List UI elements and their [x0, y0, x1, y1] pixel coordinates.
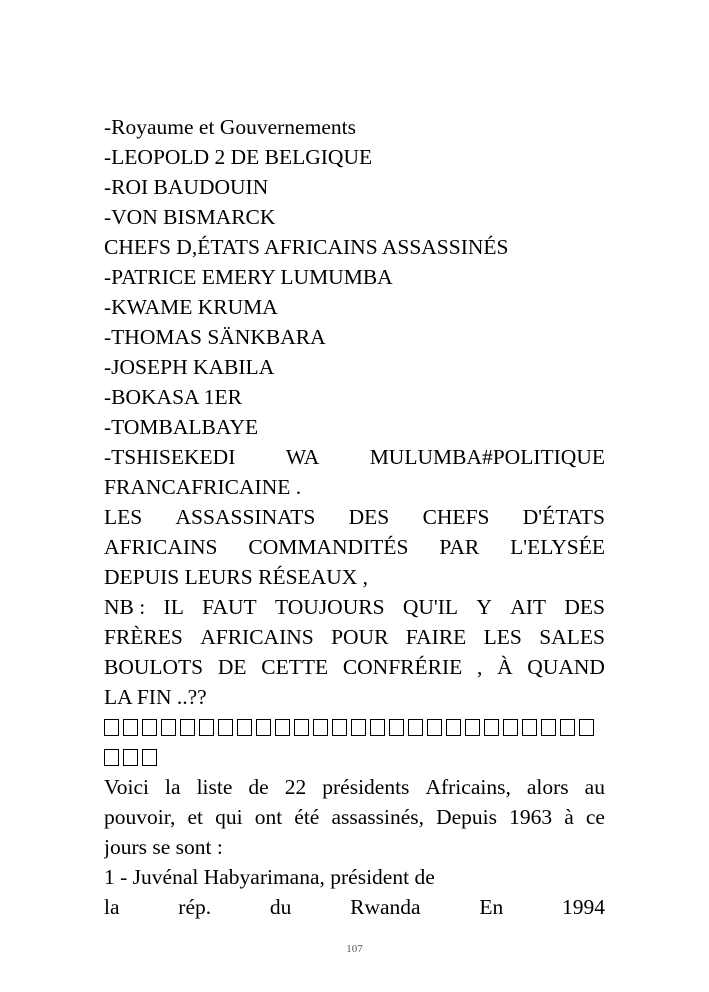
text-line: -TOMBALBAYE [104, 415, 259, 439]
justified-line [104, 532, 605, 562]
word: QUAND [527, 655, 605, 679]
word: CONFRÉRIE [342, 655, 463, 679]
word: FAUT [202, 595, 257, 619]
missing-glyph-box [142, 749, 157, 766]
word: la [165, 775, 181, 799]
word: au [584, 775, 605, 799]
missing-glyph-box [465, 719, 480, 736]
text-line: -VON BISMARCK [104, 205, 276, 229]
word: COMMANDITÉS [248, 535, 409, 559]
text-line: -JOSEPH KABILA [104, 355, 275, 379]
word: AIT [510, 595, 547, 619]
text-line: DEPUIS LEURS RÉSEAUX , [104, 565, 368, 589]
word: LES [483, 625, 522, 649]
word: AFRICAINS [104, 535, 218, 559]
word: QU'IL [402, 595, 459, 619]
word: présidents [322, 775, 410, 799]
word: AFRICAINS [200, 625, 314, 649]
justified-line [104, 802, 605, 832]
word: BOULOTS [104, 655, 204, 679]
missing-glyph-box [541, 719, 556, 736]
word: SALES [539, 625, 605, 649]
document-page [104, 112, 605, 922]
word: -TSHISEKEDI [104, 445, 236, 469]
word: la [104, 895, 120, 919]
word: Y [476, 595, 492, 619]
justified-line [104, 772, 605, 802]
word: POUR [331, 625, 389, 649]
word: Rwanda [350, 895, 421, 919]
word: ASSASSINATS [175, 505, 316, 529]
missing-glyph-box [123, 719, 138, 736]
word: 22 [284, 775, 307, 799]
missing-glyph-box [313, 719, 328, 736]
missing-glyph-box [484, 719, 499, 736]
missing-glyph-box [123, 749, 138, 766]
word: CETTE [261, 655, 329, 679]
missing-glyph-box [237, 719, 252, 736]
word: assassinés, [331, 805, 424, 829]
word: FRÈRES [104, 625, 183, 649]
justified-line [104, 622, 605, 652]
missing-glyph-box [370, 719, 385, 736]
text-line: -LEOPOLD 2 DE BELGIQUE [104, 145, 373, 169]
text-line: jours se sont : [104, 835, 223, 859]
justified-line [104, 592, 605, 622]
text-line: -KWAME KRUMA [104, 295, 278, 319]
word: rép. [178, 895, 212, 919]
word: alors [526, 775, 569, 799]
justified-line [104, 892, 605, 922]
word: LES [104, 505, 143, 529]
missing-glyph-box [294, 719, 309, 736]
text-line: FRANCAFRICAINE . [104, 475, 302, 499]
missing-glyph-box [427, 719, 442, 736]
justified-line [104, 502, 605, 532]
justified-line [104, 652, 605, 682]
heading-line: CHEFS D,ÉTATS AFRICAINS ASSASSINÉS [104, 235, 509, 259]
missing-glyph-box [522, 719, 537, 736]
word: à [564, 805, 574, 829]
word: En [479, 895, 504, 919]
word: DE [217, 655, 247, 679]
word: D'ÉTATS [522, 505, 605, 529]
missing-glyph-box [180, 719, 195, 736]
word: DES [564, 595, 605, 619]
word: été [294, 805, 320, 829]
missing-glyph-box [104, 749, 119, 766]
missing-glyph-box [199, 719, 214, 736]
word: 1994 [561, 895, 605, 919]
missing-glyph-box [579, 719, 594, 736]
word: , [476, 655, 483, 679]
word: TOUJOURS [275, 595, 385, 619]
word: À [497, 655, 513, 679]
text-line: 1 - Juvénal Habyarimana, président de [104, 865, 435, 889]
word: IL [163, 595, 184, 619]
word: WA [285, 445, 320, 469]
word: FAIRE [405, 625, 467, 649]
missing-glyph-box [332, 719, 347, 736]
text-line: -ROI BAUDOUIN [104, 175, 269, 199]
word: PAR [439, 535, 480, 559]
missing-glyph-box [161, 719, 176, 736]
missing-glyph-box [389, 719, 404, 736]
missing-glyph-box [503, 719, 518, 736]
word: L'ELYSÉE [510, 535, 605, 559]
word: de [248, 775, 269, 799]
missing-glyph-box [256, 719, 271, 736]
text-line: LA FIN ..?? [104, 685, 207, 709]
word: Africains, [425, 775, 511, 799]
word: et [187, 805, 204, 829]
word: ont [254, 805, 283, 829]
word: liste [196, 775, 233, 799]
word: pouvoir, [104, 805, 176, 829]
word: ce [585, 805, 605, 829]
missing-glyph-box [560, 719, 575, 736]
missing-glyph-row [104, 742, 605, 772]
word: Depuis [436, 805, 498, 829]
word: CHEFS [422, 505, 490, 529]
missing-glyph-box [275, 719, 290, 736]
missing-glyph-box [218, 719, 233, 736]
missing-glyph-box [351, 719, 366, 736]
missing-glyph-box [408, 719, 423, 736]
text-line: -PATRICE EMERY LUMUMBA [104, 265, 393, 289]
word: du [269, 895, 292, 919]
text-line: -Royaume et Gouvernements [104, 115, 356, 139]
word: qui [215, 805, 243, 829]
word: NB : [104, 595, 146, 619]
word: MULUMBA#POLITIQUE [369, 445, 605, 469]
missing-glyph-box [142, 719, 157, 736]
missing-glyph-row [104, 712, 605, 742]
page-number: 107 [346, 943, 363, 955]
word: 1963 [509, 805, 553, 829]
missing-glyph-box [104, 719, 119, 736]
word: DES [348, 505, 390, 529]
justified-line [104, 442, 605, 472]
text-line: -BOKASA 1ER [104, 385, 242, 409]
text-line: -THOMAS SÄNKBARA [104, 325, 326, 349]
missing-glyph-box [446, 719, 461, 736]
word: Voici [104, 775, 149, 799]
